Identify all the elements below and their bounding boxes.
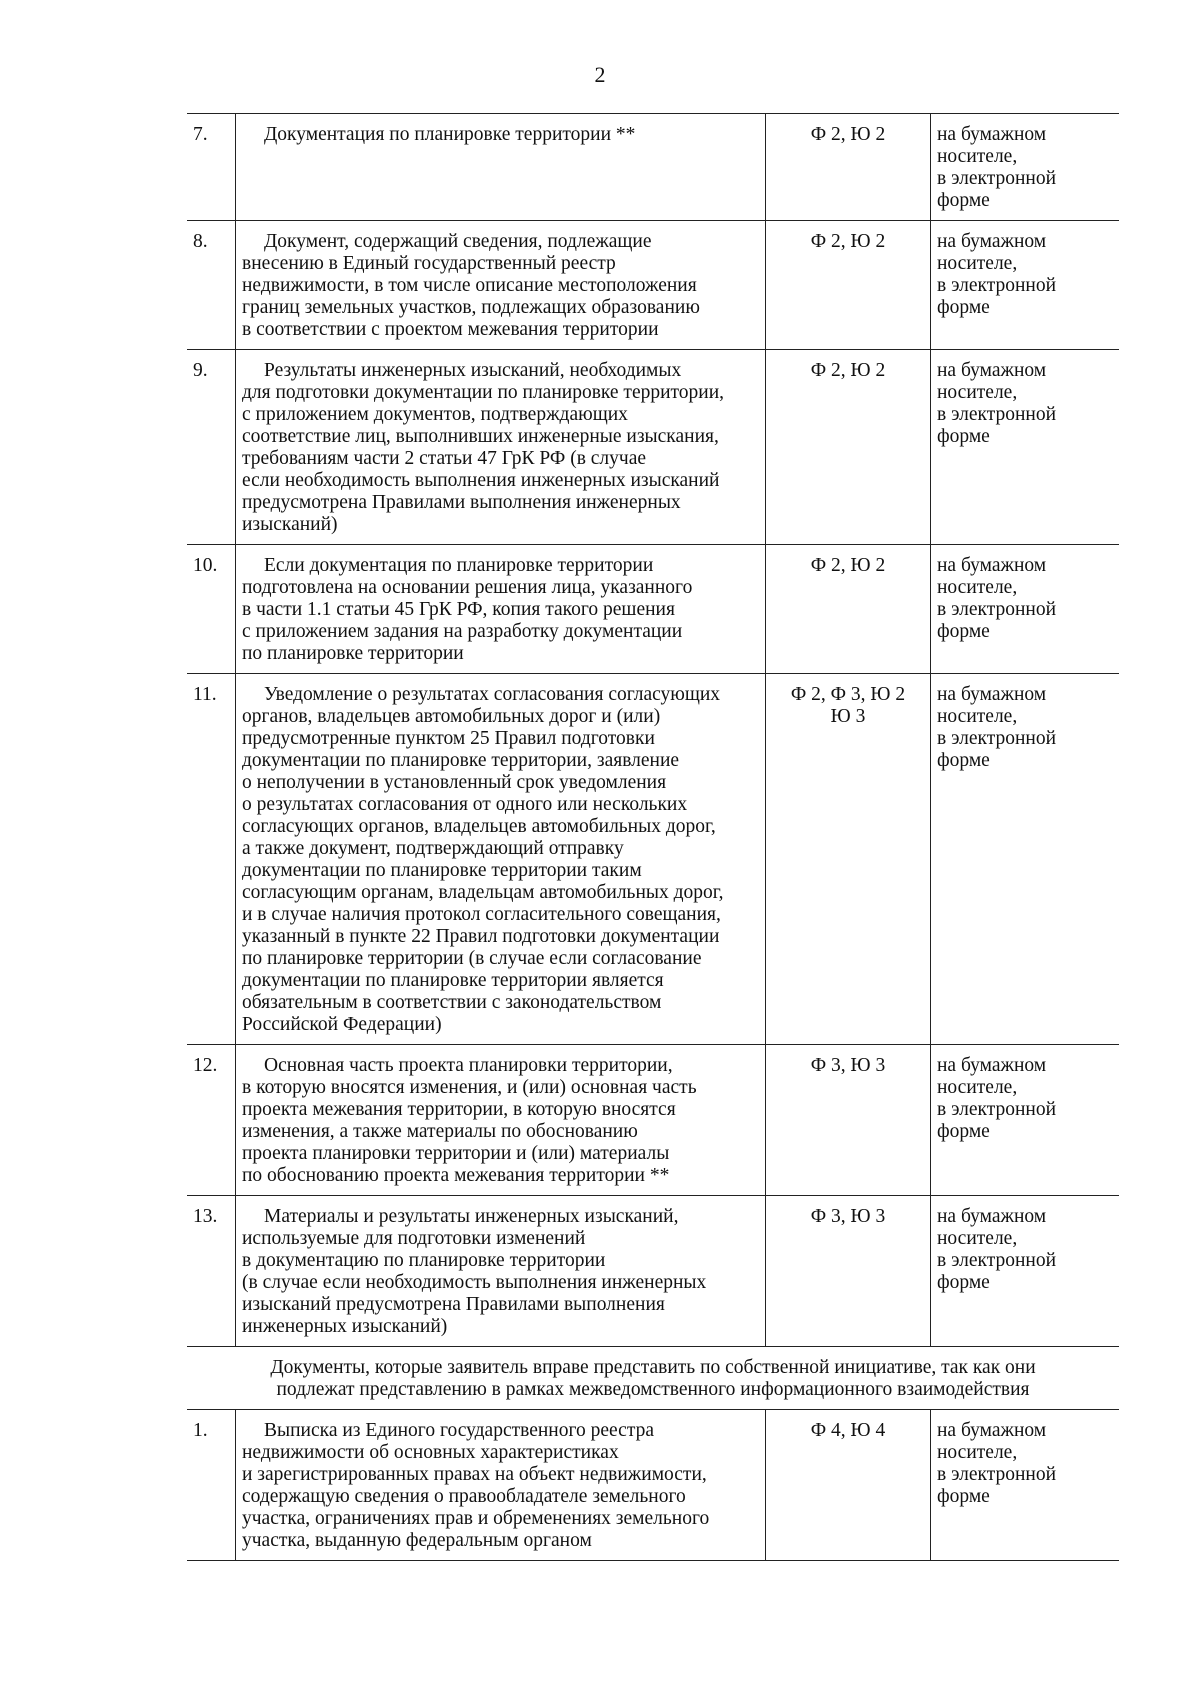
row-number: 10.	[187, 545, 236, 674]
form-line: на бумажном	[937, 684, 1047, 705]
submission-form	[931, 1045, 1120, 1196]
form-line: носителе,	[937, 382, 1018, 403]
description-line: по обоснованию проекта межевания территории **	[242, 1165, 670, 1186]
row-number: 1.	[187, 1410, 236, 1561]
description-line: подготовлена на основании решения лица, указанного	[242, 577, 693, 598]
code-line: Ф 2, Ю 2	[810, 124, 886, 145]
description-line: о неполучении в установленный срок уведомления	[242, 772, 667, 793]
description-line: участка, ограничениях прав и обременениях земельного	[242, 1508, 710, 1529]
section-heading-line: Документы, которые заявитель вправе представить по собственной инициативе, так как они	[270, 1357, 1036, 1378]
code-line: Ф 2, Ю 2	[810, 555, 886, 576]
applicant-code	[766, 350, 931, 545]
description-line: проекта межевания территории, в которую вносятся	[242, 1099, 676, 1120]
table-row	[187, 545, 1119, 674]
form-line: носителе,	[937, 706, 1018, 727]
form-line: на бумажном	[937, 1420, 1047, 1441]
applicant-code	[766, 674, 931, 1045]
description-line: Документация по планировке территории **	[264, 124, 636, 145]
documents-table-body	[187, 114, 1119, 1561]
form-line: в электронной	[937, 1099, 1057, 1120]
description-line: согласующих органов, владельцев автомобильных дорог,	[242, 816, 716, 837]
applicant-code	[766, 1196, 931, 1347]
section-heading-row	[187, 1347, 1119, 1410]
form-line: в электронной	[937, 599, 1057, 620]
row-number: 11.	[187, 674, 236, 1045]
form-line: на бумажном	[937, 124, 1047, 145]
description-line: Материалы и результаты инженерных изысканий,	[264, 1206, 679, 1227]
description-line: и зарегистрированных правах на объект недвижимости,	[242, 1464, 707, 1485]
code-line: Ф 3, Ю 3	[810, 1206, 886, 1227]
form-line: форме	[937, 1121, 990, 1142]
form-line: носителе,	[937, 146, 1018, 167]
table-row	[187, 221, 1119, 350]
description-line: (в случае если необходимость выполнения инженерных	[242, 1272, 707, 1293]
section-heading	[187, 1347, 1119, 1410]
description-line: Документ, содержащий сведения, подлежащие	[264, 231, 652, 252]
document-description	[236, 221, 766, 350]
description-line: недвижимости, в том числе описание местоположения	[242, 275, 697, 296]
description-line: по планировке территории	[242, 643, 464, 664]
row-number: 8.	[187, 221, 236, 350]
form-line: форме	[937, 1272, 990, 1293]
form-line: носителе,	[937, 253, 1018, 274]
applicant-code	[766, 221, 931, 350]
description-line: содержащую сведения о правообладателе земельного	[242, 1486, 686, 1507]
form-line: форме	[937, 426, 990, 447]
form-line: на бумажном	[937, 555, 1047, 576]
description-line: в соответствии с проектом межевания территории	[242, 319, 659, 340]
description-line: изысканий)	[242, 514, 338, 535]
description-line: границ земельных участков, подлежащих образованию	[242, 297, 700, 318]
form-line: форме	[937, 190, 990, 211]
submission-form	[931, 114, 1120, 221]
table-row	[187, 674, 1119, 1045]
description-line: проекта планировки территории и (или) материалы	[242, 1143, 670, 1164]
document-description	[236, 114, 766, 221]
description-line: и в случае наличия протокол согласительного совещания,	[242, 904, 721, 925]
description-line: в части 1.1 статьи 45 ГрК РФ, копия такого решения	[242, 599, 675, 620]
description-line: предусмотренные пунктом 25 Правил подготовки	[242, 728, 655, 749]
description-line: используемые для подготовки изменений	[242, 1228, 586, 1249]
row-number: 9.	[187, 350, 236, 545]
code-line: Ф 4, Ю 4	[810, 1420, 886, 1441]
description-line: документации по планировке территории, заявление	[242, 750, 680, 771]
description-line: документации по планировке территории таким	[242, 860, 642, 881]
description-line: органов, владельцев автомобильных дорог и (или)	[242, 706, 661, 727]
form-line: на бумажном	[937, 360, 1047, 381]
description-line: требованиям части 2 статьи 47 ГрК РФ (в случае	[242, 448, 647, 469]
description-line: соответствие лиц, выполнивших инженерные изыскания,	[242, 426, 719, 447]
document-description	[236, 1196, 766, 1347]
form-line: носителе,	[937, 1077, 1018, 1098]
row-number: 12.	[187, 1045, 236, 1196]
table-row	[187, 1196, 1119, 1347]
description-line: в документацию по планировке территории	[242, 1250, 606, 1271]
row-number: 13.	[187, 1196, 236, 1347]
submission-form	[931, 1410, 1120, 1561]
documents-table	[187, 113, 1119, 1561]
document-description	[236, 1410, 766, 1561]
submission-form	[931, 1196, 1120, 1347]
submission-form	[931, 350, 1120, 545]
description-line: инженерных изысканий)	[242, 1316, 448, 1337]
description-line: если необходимость выполнения инженерных изысканий	[242, 470, 720, 491]
description-line: а также документ, подтверждающий отправку	[242, 838, 624, 859]
description-line: для подготовки документации по планировке территории,	[242, 382, 725, 403]
description-line: обязательным в соответствии с законодательством	[242, 992, 662, 1013]
description-line: изысканий предусмотрена Правилами выполнения	[242, 1294, 665, 1315]
description-line: Выписка из Единого государственного реестра	[264, 1420, 654, 1441]
description-line: о результатах согласования от одного или нескольких	[242, 794, 688, 815]
description-line: изменения, а также материалы по обоснованию	[242, 1121, 638, 1142]
code-line: Ф 2, Ю 2	[810, 231, 886, 252]
submission-form	[931, 221, 1120, 350]
description-line: участка, выданную федеральным органом	[242, 1530, 592, 1551]
description-line: с приложением документов, подтверждающих	[242, 404, 628, 425]
description-line: предусмотрена Правилами выполнения инженерных	[242, 492, 681, 513]
code-line: Ф 2, Ю 2	[810, 360, 886, 381]
form-line: форме	[937, 621, 990, 642]
applicant-code	[766, 1045, 931, 1196]
description-line: Уведомление о результатах согласования согласующих	[264, 684, 721, 705]
form-line: в электронной	[937, 404, 1057, 425]
code-line: Ф 3, Ю 3	[810, 1055, 886, 1076]
form-line: носителе,	[937, 577, 1018, 598]
form-line: форме	[937, 1486, 990, 1507]
description-line: Основная часть проекта планировки территории,	[264, 1055, 673, 1076]
description-line: согласующим органам, владельцам автомобильных дорог,	[242, 882, 724, 903]
description-line: по планировке территории (в случае если согласование	[242, 948, 702, 969]
description-line: в которую вносятся изменения, и (или) основная часть	[242, 1077, 697, 1098]
form-line: в электронной	[937, 1464, 1057, 1485]
form-line: носителе,	[937, 1228, 1018, 1249]
form-line: форме	[937, 750, 990, 771]
description-line: Российской Федерации)	[242, 1014, 442, 1035]
form-line: форме	[937, 297, 990, 318]
table-row	[187, 1410, 1119, 1561]
form-line: носителе,	[937, 1442, 1018, 1463]
code-line: Ф 2, Ф 3, Ю 2	[790, 684, 906, 705]
form-line: на бумажном	[937, 231, 1047, 252]
applicant-code	[766, 1410, 931, 1561]
document-description	[236, 1045, 766, 1196]
code-line: Ю 3	[830, 706, 866, 727]
submission-form	[931, 674, 1120, 1045]
description-line: Результаты инженерных изысканий, необходимых	[264, 360, 682, 381]
description-line: недвижимости об основных характеристиках	[242, 1442, 619, 1463]
form-line: на бумажном	[937, 1055, 1047, 1076]
description-line: указанный в пункте 22 Правил подготовки документации	[242, 926, 720, 947]
table-row	[187, 1045, 1119, 1196]
description-line: документации по планировке территории является	[242, 970, 664, 991]
form-line: в электронной	[937, 168, 1057, 189]
submission-form	[931, 545, 1120, 674]
section-heading-line: подлежат представлению в рамках межведомственного информационного взаимодействия	[276, 1379, 1030, 1400]
table-row	[187, 114, 1119, 221]
form-line: в электронной	[937, 1250, 1057, 1271]
applicant-code	[766, 114, 931, 221]
description-line: Если документация по планировке территории	[264, 555, 654, 576]
document-description	[236, 350, 766, 545]
form-line: на бумажном	[937, 1206, 1047, 1227]
row-number: 7.	[187, 114, 236, 221]
table-row	[187, 350, 1119, 545]
page-number: 2	[594, 62, 606, 87]
description-line: с приложением задания на разработку документации	[242, 621, 683, 642]
description-line: внесению в Единый государственный реестр	[242, 253, 616, 274]
document-description	[236, 545, 766, 674]
document-description	[236, 674, 766, 1045]
form-line: в электронной	[937, 728, 1057, 749]
form-line: в электронной	[937, 275, 1057, 296]
applicant-code	[766, 545, 931, 674]
